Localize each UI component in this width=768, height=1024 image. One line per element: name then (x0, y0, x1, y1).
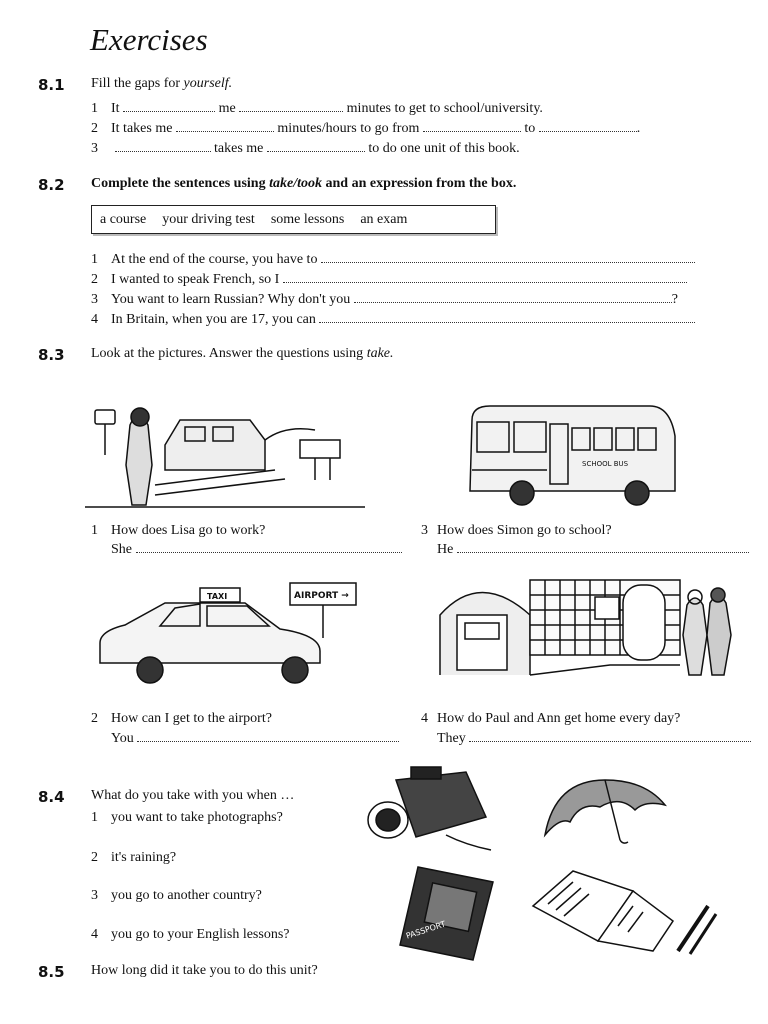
exercise-8-4-item-2: 2 it's raining? (91, 850, 177, 865)
airport-sign: AIRPORT → (294, 591, 349, 601)
answer-blank[interactable] (319, 311, 695, 323)
box-expression: some lessons (270, 211, 345, 227)
blank[interactable] (539, 120, 637, 132)
exercise-8-3-answer-1: She (111, 541, 402, 558)
box-expression: an exam (360, 211, 408, 227)
answer-blank[interactable] (283, 271, 687, 283)
blank[interactable] (239, 100, 343, 112)
exercise-8-3-answer-4: They (437, 730, 751, 747)
word-box (91, 205, 496, 234)
exercise-8-3-question-2: 2 How can I get to the airport? (91, 711, 272, 726)
exercise-8-3-question-1: 1 How does Lisa go to work? (91, 523, 266, 538)
exercise-8-3-instruction: Look at the pictures. Answer the questions using take. (91, 346, 394, 361)
exercise-number-8-5: 8.5 (38, 963, 65, 981)
exercise-8-2-instruction: Complete the sentences using take/took and an expression from the box. (91, 176, 517, 191)
box-expression: a course (100, 211, 147, 227)
taxi-sign: TAXI (207, 592, 228, 601)
answer-blank[interactable] (137, 730, 399, 742)
exercise-8-2-item-4: 4 In Britain, when you are 17, you can (91, 311, 695, 328)
exercise-8-2-item-2: 2 I wanted to speak French, so I (91, 271, 687, 288)
blank[interactable] (123, 100, 215, 112)
box-expression: your driving test (162, 211, 255, 227)
exercise-8-5-instruction: How long did it take you to do this unit? (91, 963, 318, 978)
exercise-8-3-question-3: 3 How does Simon go to school? (421, 523, 612, 538)
blank[interactable] (115, 140, 211, 152)
camera-picture (366, 765, 496, 865)
train-picture (85, 395, 385, 520)
exercise-8-2-item-1: 1 At the end of the course, you have to (91, 251, 695, 268)
exercise-8-4-item-1: 1 you want to take photographs? (91, 810, 283, 825)
exercise-number-8-1: 8.1 (38, 76, 65, 94)
exercise-8-1-item-1: 1 It me minutes to get to school/university. (91, 101, 543, 116)
answer-blank[interactable] (136, 541, 402, 553)
blank[interactable] (176, 120, 274, 132)
exercise-number-8-2: 8.2 (38, 176, 65, 194)
exercise-8-3-question-4: 4 How do Paul and Ann get home every day? (421, 711, 681, 726)
answer-blank[interactable] (321, 251, 695, 263)
page-title: Exercises (90, 22, 208, 57)
exercise-8-4-item-3: 3 you go to another country? (91, 888, 262, 903)
passport-picture (398, 862, 496, 967)
exercise-8-3-answer-3: He (437, 541, 749, 558)
blank[interactable] (423, 120, 521, 132)
passport-label: PASSPORT (404, 919, 447, 941)
exercise-8-1-instruction: Fill the gaps for yourself. (91, 76, 233, 91)
exercise-number-8-4: 8.4 (38, 788, 65, 806)
answer-blank[interactable] (457, 541, 749, 553)
underground-picture (435, 575, 750, 690)
exercise-8-4-item-4: 4 you go to your English lessons? (91, 927, 290, 942)
exercise-number-8-3: 8.3 (38, 346, 65, 364)
book-and-pens-picture (528, 866, 718, 961)
school-bus-picture (462, 400, 692, 520)
umbrella-picture (540, 765, 670, 850)
exercise-8-3-answer-2: You (111, 730, 399, 747)
taxi-picture (95, 578, 365, 698)
answer-blank[interactable] (354, 291, 672, 303)
exercise-8-2-item-3: 3 You want to learn Russian? Why don't you ? (91, 292, 678, 307)
bus-sign: SCHOOL BUS (582, 460, 629, 468)
exercise-8-1-item-2: 2 It takes me minutes/hours to go from to . (91, 121, 641, 136)
blank[interactable] (267, 140, 365, 152)
exercise-8-4-instruction: What do you take with you when … (91, 788, 295, 803)
answer-blank[interactable] (469, 730, 751, 742)
exercise-8-1-item-3: 3 takes me to do one unit of this book. (91, 141, 520, 156)
